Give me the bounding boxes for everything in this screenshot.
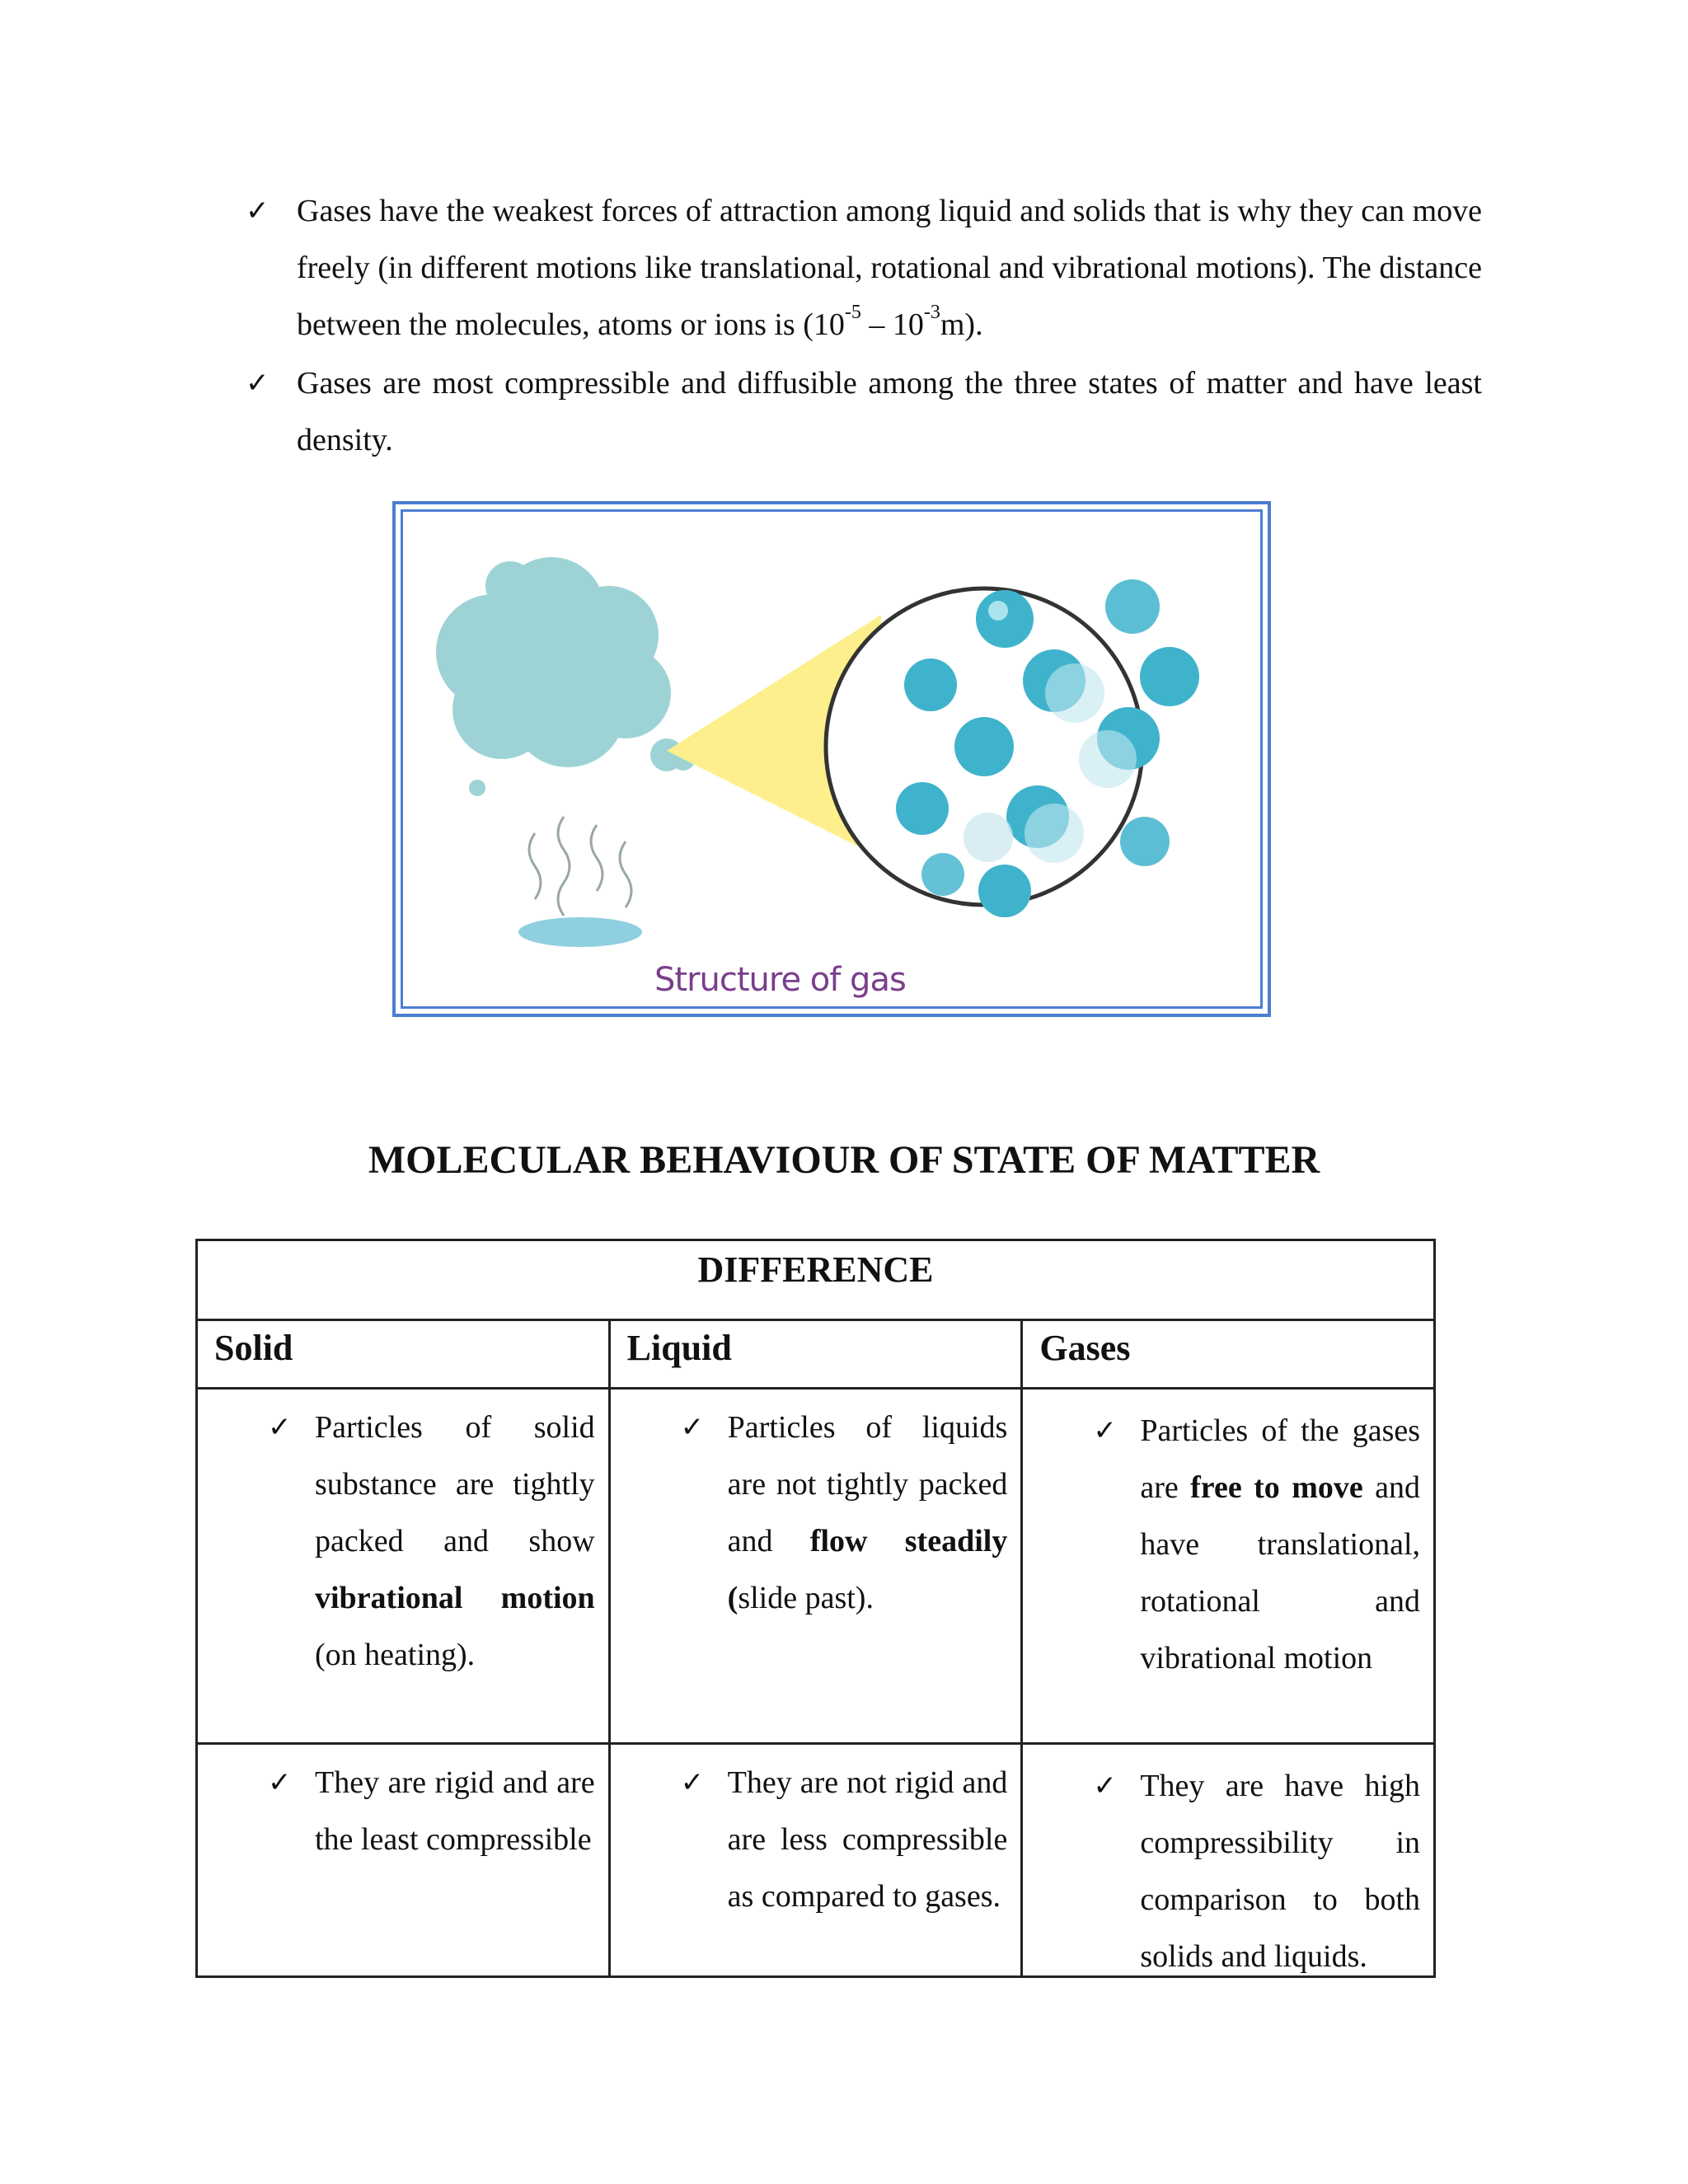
table-row [198,1390,1433,1745]
table-cell-solid [198,1745,611,1975]
checkmark-icon: ✓ [268,1766,292,1799]
checkmark-icon: ✓ [680,1766,705,1799]
steam-lines [529,817,631,916]
table-cell-gases [1023,1390,1433,1742]
figure-inner-frame [401,509,1263,1009]
checkmark-icon: ✓ [1093,1414,1117,1447]
bullet-text: Gases have the weakest forces of attraction among liquid and solids that is why they can move freely (in different motions like translational, rotational and vibrational motions). The distance between the molecules, atoms or ions is (10 [297,194,1482,342]
checkmark-icon: ✓ [246,367,270,400]
table-cell-liquid [611,1745,1024,1975]
figure-caption: Structure of gas [654,961,906,999]
gas-structure-figure [392,501,1271,1017]
table-cell-solid [198,1390,611,1742]
table-header: DIFFERENCE [198,1241,1433,1321]
cell-text: Particles of the gases are free to move and have translational, rotational and vibrational motion [1140,1413,1421,1675]
cell-text: They are have high compressibility in comparison to both solids and liquids. [1140,1769,1421,1974]
exponent: -5 [844,302,861,324]
bullet-gases-compressible [246,355,1482,469]
exponent: -3 [923,302,940,324]
difference-table [195,1239,1436,1978]
column-header-gases: Gases [1039,1328,1131,1368]
table-column-headers [198,1321,1433,1390]
cell-text: They are not rigid and are less compressible as compared to gases. [727,1765,1008,1914]
table-row [198,1745,1433,1975]
bullet-text: – 10 [860,307,924,342]
cell-text: Particles of liquids are not tightly packed and flow steadily (slide past). [727,1410,1008,1615]
bullet-text: Gases are most compressible and diffusible among the three states of matter and have least density. [297,366,1482,457]
bullet-gases-forces [246,183,1482,354]
checkmark-icon: ✓ [268,1411,292,1444]
bullet-text: m). [940,307,983,342]
cell-text: They are rigid and are the least compressible [315,1765,595,1857]
section-title: MOLECULAR BEHAVIOUR OF STATE OF MATTER [368,1138,1320,1182]
column-header-solid: Solid [198,1321,611,1387]
table-cell-gases [1023,1745,1433,1975]
checkmark-icon: ✓ [1093,1769,1117,1802]
cloud-illustration [436,557,695,796]
gas-structure-illustration [403,512,1264,1010]
bullet-list [246,183,1482,471]
water-puddle [518,917,642,947]
cell-text: Particles of solid substance are tightly packed and show vibrational motion (on heating). [315,1410,595,1672]
column-header-liquid: Liquid [611,1321,1024,1387]
checkmark-icon: ✓ [246,194,270,227]
checkmark-icon: ✓ [680,1411,705,1444]
table-cell-liquid [611,1390,1024,1742]
